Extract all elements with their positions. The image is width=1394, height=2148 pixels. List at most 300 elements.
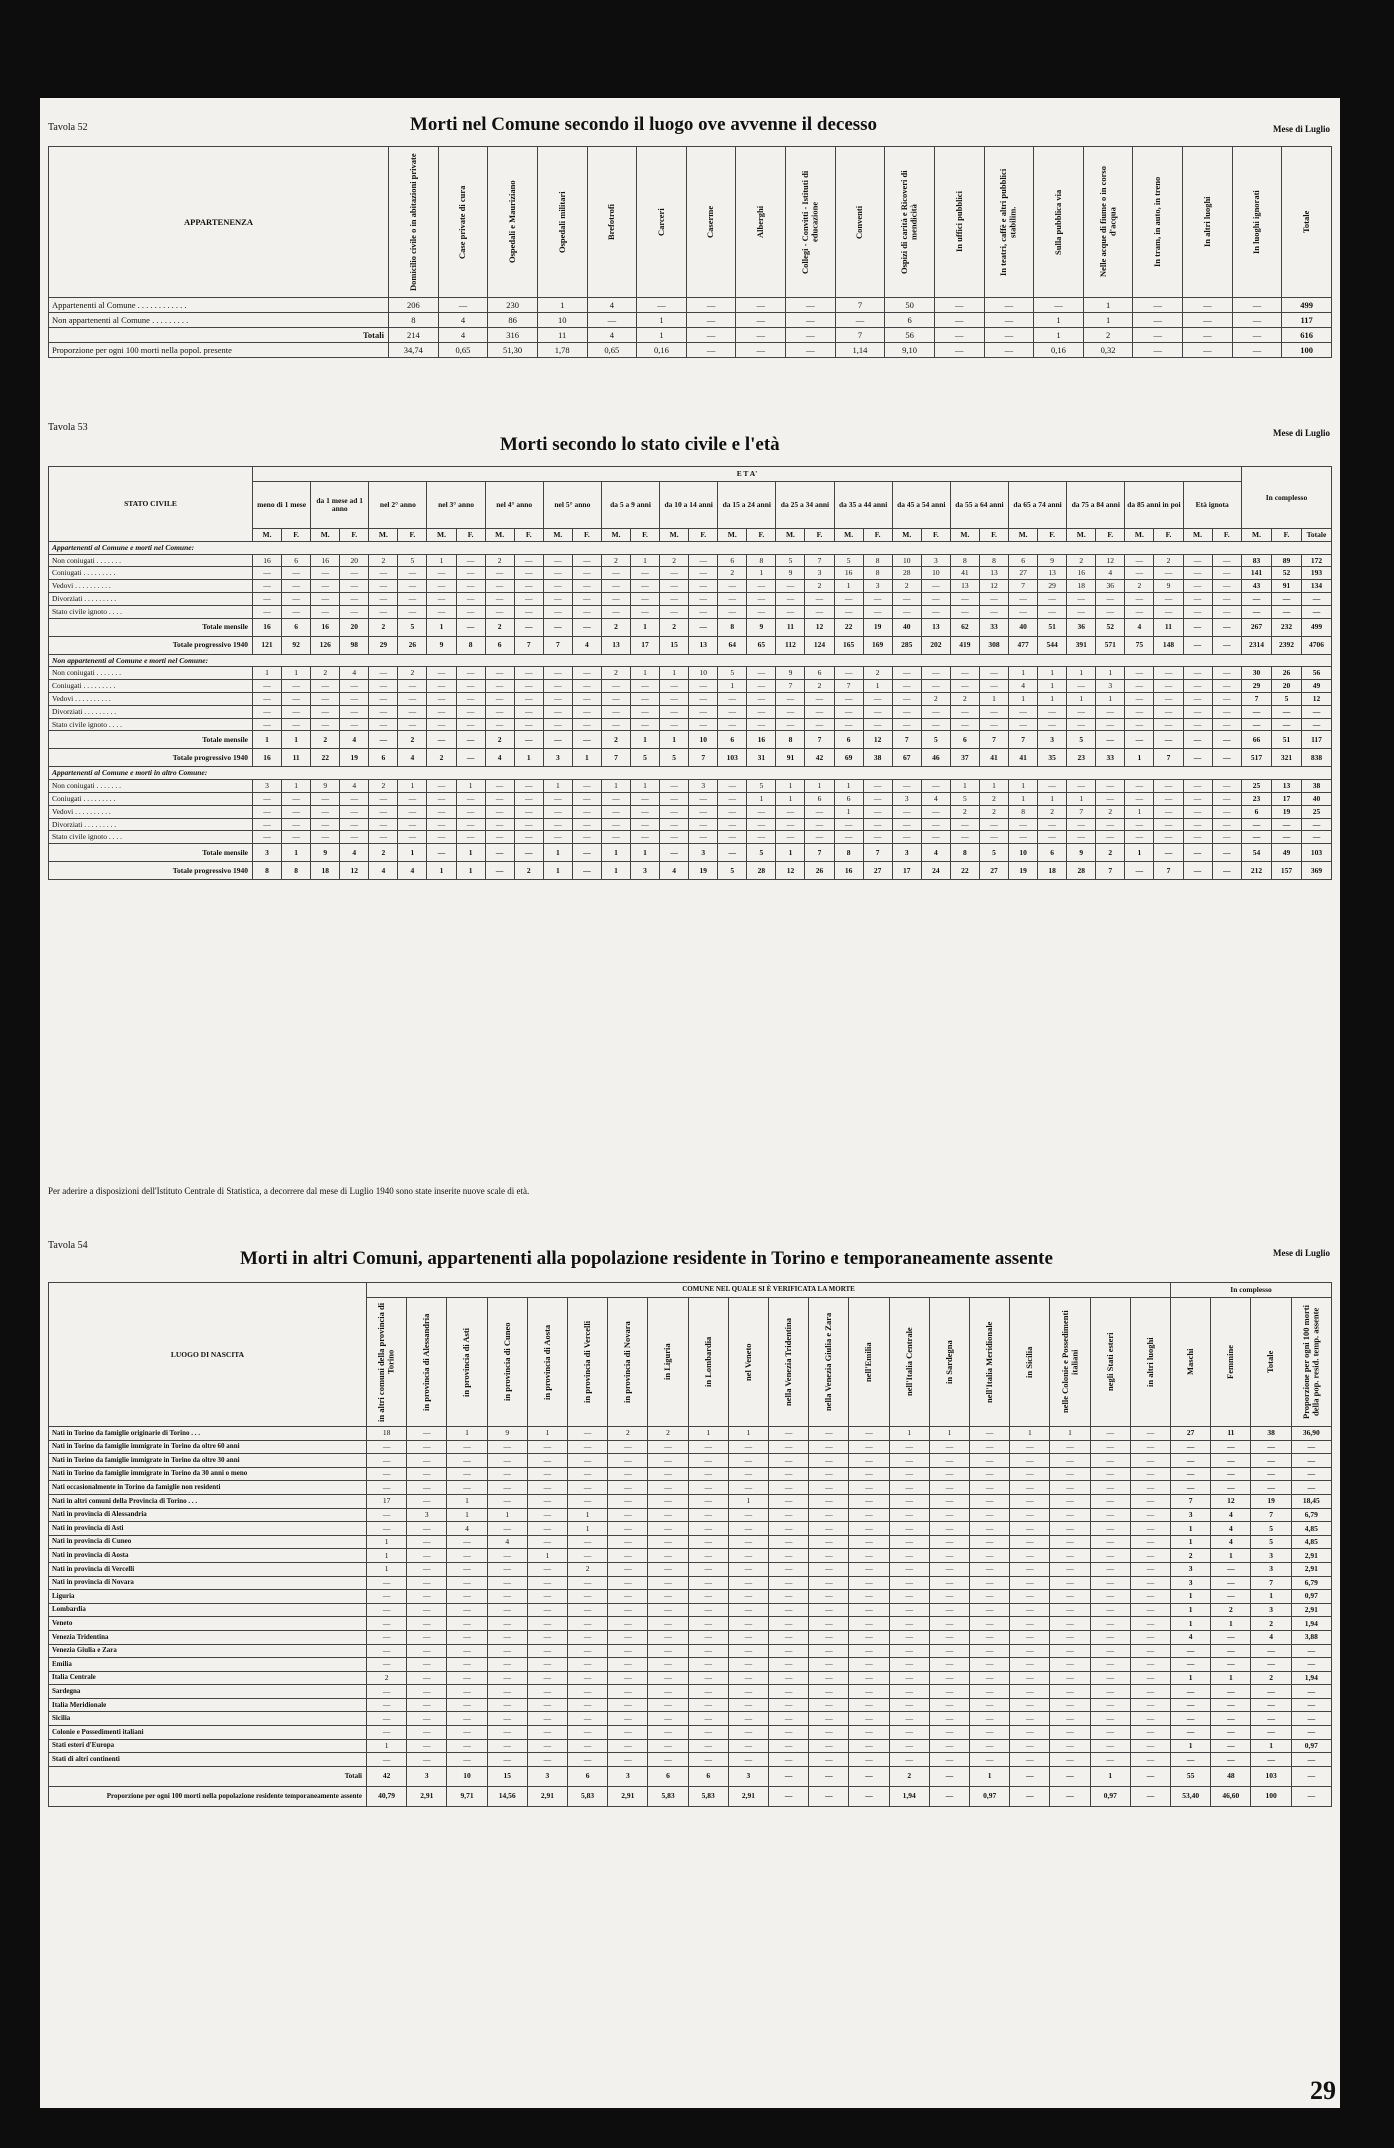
table-54-cell: — [970, 1685, 1010, 1699]
table-53-cell: — [485, 792, 514, 805]
table-54-row-label: Stati di altri continenti [49, 1753, 367, 1767]
table-54-cell: — [1090, 1590, 1130, 1604]
table-53-cell: 41 [950, 567, 979, 580]
table-54-cell: — [407, 1726, 447, 1740]
table-53-f-header: F. [1038, 529, 1067, 542]
table-53-cell: — [1125, 554, 1154, 567]
table-53-cell: 9 [1067, 844, 1096, 862]
table-54-cell: — [1010, 1658, 1050, 1672]
table-53-row-label: Non coniugati . . . . . . . [49, 554, 253, 567]
table-53-cell: 2 [369, 780, 398, 793]
table-54-cell: — [688, 1494, 728, 1508]
table-52-cell: — [934, 328, 984, 343]
table-54-cell: — [407, 1440, 447, 1454]
table-54-cell: — [407, 1454, 447, 1468]
table-54-cell: — [688, 1481, 728, 1495]
table-52-cell: 2 [1083, 328, 1133, 343]
table-53-cell: 4 [340, 844, 369, 862]
table-54-cell: — [769, 1549, 809, 1563]
table-54-cell: — [929, 1671, 969, 1685]
table-53-cell: 1 [543, 862, 572, 880]
table-54-cell: 3 [407, 1766, 447, 1786]
table-53-cell: — [1038, 780, 1067, 793]
table-54-cell: — [648, 1535, 688, 1549]
table-54-cell: — [970, 1467, 1010, 1481]
table-54-cell: — [648, 1562, 688, 1576]
table-53-cell: 9 [311, 780, 340, 793]
table-53-m-header: M. [1125, 529, 1154, 542]
table-53-cell: — [631, 831, 660, 844]
table-54-total-cell: — [1291, 1685, 1331, 1699]
table-53-cell: — [660, 692, 689, 705]
table-54-total-cell: — [1171, 1712, 1211, 1726]
table-52-cell: — [1232, 328, 1282, 343]
table-53-cell: — [1212, 731, 1241, 749]
table-54-total-cell: — [1211, 1440, 1251, 1454]
table-53-cell: 6 [805, 667, 834, 680]
table-54-cell: 2 [608, 1427, 648, 1441]
table-53-total-cell: 517 [1241, 749, 1271, 767]
table-52-cell: — [1232, 298, 1282, 313]
table-54-cell: — [728, 1630, 768, 1644]
table-53-cell: 1 [253, 667, 282, 680]
table-53-cell: — [1067, 718, 1096, 731]
table-53-cell: 16 [834, 862, 863, 880]
table-53-cell: — [1183, 749, 1212, 767]
table-54-cell: — [527, 1494, 567, 1508]
table-53-cell: — [1125, 718, 1154, 731]
table-54-row [49, 1549, 1332, 1563]
table-53-cell: 11 [1154, 618, 1183, 636]
table-54-total-cell: 2 [1251, 1671, 1291, 1685]
table-54-cell: — [849, 1753, 889, 1767]
table-53-cell: 1 [1096, 667, 1125, 680]
table-54-cell: — [568, 1549, 608, 1563]
table-52-cell: 8 [389, 313, 439, 328]
table-54-cell: — [1010, 1603, 1050, 1617]
table-54-total-cell: — [1251, 1712, 1291, 1726]
table-53-cell: — [427, 705, 456, 718]
table-53-cell: — [369, 731, 398, 749]
table-54-cell: — [1130, 1603, 1170, 1617]
table-53-cell: — [747, 680, 776, 693]
table-52-col-header [1232, 147, 1282, 298]
table-53-cell: — [689, 567, 718, 580]
table-53-cell: 1 [456, 780, 485, 793]
table-52-cell: — [1133, 313, 1183, 328]
table-53-cell: — [340, 592, 369, 605]
table-53-row-label: Non coniugati . . . . . . . [49, 780, 253, 793]
table-53-cell: 2 [369, 844, 398, 862]
table-53-cell: 6 [950, 731, 979, 749]
table-54-total-cell: 12 [1211, 1494, 1251, 1508]
table-53-row-label: Totale mensile [49, 844, 253, 862]
table-53-cell: — [485, 680, 514, 693]
table-54-total-cell: — [1211, 1576, 1251, 1590]
table-54-cell: — [1130, 1576, 1170, 1590]
table-53-total-cell: 26 [1271, 667, 1301, 680]
table-53-cell: — [921, 718, 950, 731]
table-53-cell: — [747, 805, 776, 818]
table-53-cell: — [282, 718, 311, 731]
table-54-cell: — [889, 1739, 929, 1753]
table-54-cell: — [889, 1481, 929, 1495]
table-53-cell: — [398, 705, 427, 718]
table-53-cell: — [1125, 692, 1154, 705]
table-54-cell: — [688, 1467, 728, 1481]
table-53-cell: — [1125, 567, 1154, 580]
table-53-row [49, 831, 1332, 844]
table-53-cell: — [1125, 705, 1154, 718]
table-54-cell: — [568, 1590, 608, 1604]
table-53-cell: — [631, 680, 660, 693]
table-52-col-header [984, 147, 1034, 298]
table-54-row [49, 1698, 1332, 1712]
table-53-total-cell: 19 [1271, 805, 1301, 818]
table-54-cell: — [447, 1576, 487, 1590]
table-54-cell: — [407, 1522, 447, 1536]
table-53-cell: 1 [543, 844, 572, 862]
table-53-cell: — [340, 831, 369, 844]
table-53-cell: — [601, 680, 630, 693]
table-53-cell: — [253, 792, 282, 805]
table-53-cell: — [282, 705, 311, 718]
table-53-cell: 1 [660, 731, 689, 749]
table-53-cell: — [689, 805, 718, 818]
table-54-cell: 2,91 [728, 1786, 768, 1806]
table-54-cell: — [568, 1535, 608, 1549]
table-53-cell: — [921, 580, 950, 593]
table-54-cell: — [970, 1753, 1010, 1767]
table-54-cell: — [809, 1685, 849, 1699]
table-54-cell: — [929, 1685, 969, 1699]
table-53-cell: 4 [1009, 680, 1038, 693]
table-53-cell: — [1067, 831, 1096, 844]
table-54-cell: — [648, 1576, 688, 1590]
table-54-total-cell: — [1211, 1712, 1251, 1726]
table-53-block [48, 466, 1332, 880]
table-53-cell: 20 [340, 554, 369, 567]
table-52-cell: — [1133, 298, 1183, 313]
table-54-cell: — [809, 1576, 849, 1590]
table-52-cell: — [984, 343, 1034, 358]
table-53-cell: — [340, 580, 369, 593]
table-52-cell: — [1183, 328, 1233, 343]
table-54-cell: — [728, 1508, 768, 1522]
table-54-cell: — [1090, 1658, 1130, 1672]
table-52-cell: 34,74 [389, 343, 439, 358]
table-52-cell: 1 [637, 313, 687, 328]
table-54-cell: — [688, 1454, 728, 1468]
table-53-cell: — [1125, 780, 1154, 793]
table-54-col-header-label: in provincia di Novara [622, 1321, 633, 1403]
table-53-cell: 3 [1038, 731, 1067, 749]
table-53-age-group: Età ignota [1183, 482, 1241, 529]
table-53-total-cell: — [1301, 818, 1331, 831]
table-54-cell: — [407, 1590, 447, 1604]
table-53-cell: — [1183, 792, 1212, 805]
table-54-cell: — [929, 1549, 969, 1563]
table-54-cell: — [407, 1603, 447, 1617]
table-54-total-cell: 1 [1171, 1603, 1211, 1617]
table-54-cell: — [407, 1671, 447, 1685]
table-53-cell: 6 [834, 731, 863, 749]
table-52-cell: — [786, 298, 836, 313]
table-54-cell: — [728, 1454, 768, 1468]
table-54-total-cell: 7 [1251, 1576, 1291, 1590]
table-54-cell: — [769, 1562, 809, 1576]
table-53-cell: — [747, 605, 776, 618]
table-53-cell: — [253, 818, 282, 831]
table-54-cell: — [1130, 1766, 1170, 1786]
table-53-row [49, 862, 1332, 880]
table-53-cell: 1 [718, 680, 747, 693]
table-54-cell: — [889, 1454, 929, 1468]
table-54-cell: — [447, 1454, 487, 1468]
table-54-cell: — [769, 1726, 809, 1740]
table-53-cell: — [398, 580, 427, 593]
table-53-cell: 92 [282, 636, 311, 654]
table-53-cell: — [660, 792, 689, 805]
table-53-cell: — [1154, 844, 1183, 862]
table-54-cell: — [407, 1467, 447, 1481]
table-53-row [49, 636, 1332, 654]
table-52-col-header-label: Alberghi [755, 205, 766, 239]
table-54-total-cell: — [1171, 1454, 1211, 1468]
table-54-cell: 14,56 [487, 1786, 527, 1806]
table-52-cell: 10 [537, 313, 587, 328]
table-52-header-row [49, 147, 1332, 298]
table-54-total-cell: 4,85 [1291, 1522, 1331, 1536]
table-52-cell: — [686, 298, 736, 313]
table-53-cell: — [340, 818, 369, 831]
table-54-row-label: Nati in provincia di Novara [49, 1576, 367, 1590]
table-54-col-header [1010, 1298, 1050, 1427]
table-52-cell: 0,16 [637, 343, 687, 358]
table-54-cell: — [929, 1630, 969, 1644]
table-53-cell: 5 [747, 780, 776, 793]
table-54-cell: — [487, 1454, 527, 1468]
table-54-cell: — [608, 1617, 648, 1631]
table-53-cell: 22 [311, 749, 340, 767]
table-54-cell: — [889, 1467, 929, 1481]
table-53-cell: — [1096, 792, 1125, 805]
table-53-cell: — [921, 831, 950, 844]
table-53-total-cell: — [1301, 592, 1331, 605]
table-54-row [49, 1508, 1332, 1522]
table-53-total-cell: 838 [1301, 749, 1331, 767]
table-54-cell: — [608, 1440, 648, 1454]
table-53-cell: 2 [601, 618, 630, 636]
table-53-cell: — [282, 580, 311, 593]
table-53-cell: 3 [631, 862, 660, 880]
table-53-cell: 2 [311, 667, 340, 680]
table-54-cell: — [608, 1671, 648, 1685]
table-54-cell: — [1050, 1454, 1090, 1468]
table-53-cell: 1 [427, 618, 456, 636]
table-53-f-header: F. [863, 529, 892, 542]
table-53-cell: — [1154, 567, 1183, 580]
table-54-cell: — [809, 1698, 849, 1712]
table-54-total-cell: 4 [1211, 1535, 1251, 1549]
table-54-cell: — [568, 1454, 608, 1468]
table-54-cell: 1 [728, 1427, 768, 1441]
table-53-cell: — [340, 680, 369, 693]
table-53-cell: 16 [253, 749, 282, 767]
table-54-total-cell: 27 [1171, 1427, 1211, 1441]
table-53-m-header: M. [892, 529, 921, 542]
table-53-cell: — [979, 680, 1008, 693]
table-53-cell: 1 [1125, 844, 1154, 862]
table-52-col-header-label: Ospizi di carità e Ricoveri di mendicità [899, 170, 919, 274]
table-54-cell: — [849, 1617, 889, 1631]
table-54-cell: — [769, 1576, 809, 1590]
table-53-cell: 2 [485, 554, 514, 567]
table-53-total-cell: 43 [1241, 580, 1271, 593]
table-53-cell: 1 [1096, 692, 1125, 705]
table-53-age-group: nel 4° anno [485, 482, 543, 529]
table-53-cell: — [427, 680, 456, 693]
table-53-cell: — [601, 567, 630, 580]
table-53-cell: 5 [950, 792, 979, 805]
table-53-age-group: da 5 a 9 anni [601, 482, 659, 529]
table-54-cell: — [688, 1508, 728, 1522]
table-54-cell: — [889, 1549, 929, 1563]
table-52-cell: 0,16 [1034, 343, 1084, 358]
table-53-cell: 1 [456, 844, 485, 862]
table-54-cell: — [608, 1590, 648, 1604]
table-54-row-label: Lombardia [49, 1603, 367, 1617]
table-53-cell: — [863, 780, 892, 793]
table-53-cell: 1 [1067, 667, 1096, 680]
table-53-cell: — [1212, 749, 1241, 767]
table-54-row [49, 1644, 1332, 1658]
table-54-cell: — [527, 1685, 567, 1699]
table-54-cell: — [527, 1726, 567, 1740]
table-53-cell: — [572, 618, 601, 636]
table-53-cell: — [572, 780, 601, 793]
table-52-col-header [885, 147, 935, 298]
table-54-cell: — [929, 1617, 969, 1631]
table-54-cell: 42 [367, 1766, 407, 1786]
table-54-cell: — [929, 1739, 969, 1753]
table-54-total-cell: 18,45 [1291, 1494, 1331, 1508]
table-54-cell: — [407, 1630, 447, 1644]
table-53-cell: 2 [485, 731, 514, 749]
table-53-cell: 29 [369, 636, 398, 654]
table-54-cell: — [527, 1522, 567, 1536]
table-53-cell: 1 [863, 680, 892, 693]
table-53-row [49, 580, 1332, 593]
table-54-cell: — [407, 1698, 447, 1712]
table-54-cell: — [1050, 1739, 1090, 1753]
table-54-total-cell: 6,79 [1291, 1576, 1331, 1590]
table-53-cell: 2 [660, 554, 689, 567]
table-53-total-cell: 2392 [1271, 636, 1301, 654]
table-54-total-cell: — [1211, 1753, 1251, 1767]
table-52-cell: 0,65 [438, 343, 488, 358]
table-52-col-header-label: In altri luoghi [1201, 196, 1212, 248]
table-54-cell: 4 [447, 1522, 487, 1536]
table-54-cell: — [487, 1726, 527, 1740]
table-53-cell: 1 [631, 731, 660, 749]
table-54-cell: — [447, 1698, 487, 1712]
table-53-total-cell: 91 [1271, 580, 1301, 593]
table-53-cell: 2 [601, 731, 630, 749]
table-54-total-cell: 2 [1211, 1603, 1251, 1617]
table-53-total-cell: — [1301, 718, 1331, 731]
table-54-cell: — [1090, 1522, 1130, 1536]
table-54-cell: 1 [367, 1549, 407, 1563]
table-54-total-cell: — [1251, 1644, 1291, 1658]
table-53-cell: — [1212, 554, 1241, 567]
table-54-cell: — [688, 1698, 728, 1712]
table-53-cell: — [253, 580, 282, 593]
table-53-total-cell: 212 [1241, 862, 1271, 880]
table-53-cell: — [892, 605, 921, 618]
table-53-m-header: M. [485, 529, 514, 542]
table-53-age-group: da 25 a 34 anni [776, 482, 834, 529]
table-52-cell: 6 [885, 313, 935, 328]
table-53-cell: 544 [1038, 636, 1067, 654]
table-53-cell: 4 [340, 780, 369, 793]
table-53-row [49, 792, 1332, 805]
table-53-cell: — [369, 692, 398, 705]
table-53-cell: — [631, 592, 660, 605]
table-54-col-header [407, 1298, 447, 1427]
table-53-cell: — [311, 718, 340, 731]
table-54-cell: 1 [688, 1427, 728, 1441]
table-53-m-header: M. [601, 529, 630, 542]
table-54-cell: — [1010, 1562, 1050, 1576]
table-54-cell: — [1090, 1454, 1130, 1468]
table-53-cell: 1 [747, 792, 776, 805]
table-53-cell: — [369, 592, 398, 605]
table-54-row-label: Venezia Giulia e Zara [49, 1644, 367, 1658]
table-54-cell: — [688, 1590, 728, 1604]
table-54-cell: 1 [1010, 1427, 1050, 1441]
table-54-cell: — [849, 1522, 889, 1536]
table-53-row-label: Stato civile ignoto . . . . [49, 605, 253, 618]
table-53-cell: — [1212, 805, 1241, 818]
table-53-cell: — [660, 818, 689, 831]
table-54-cell: — [608, 1522, 648, 1536]
table-53-cell: 29 [1038, 580, 1067, 593]
table-52-cell: 1 [1034, 313, 1084, 328]
table-54-cell: — [809, 1535, 849, 1549]
table-53-cell: 18 [311, 862, 340, 880]
table-53-cell: 10 [892, 554, 921, 567]
table-54-cell: — [1010, 1590, 1050, 1604]
table-53-cell: — [689, 718, 718, 731]
table-53-total-cell: — [1271, 718, 1301, 731]
table-53-cell: — [863, 605, 892, 618]
table-52-cell: 4 [438, 313, 488, 328]
table-53-cell: — [1154, 831, 1183, 844]
table-54-cell: — [367, 1685, 407, 1699]
table-53-cell: — [427, 731, 456, 749]
table-53-cell: — [1125, 680, 1154, 693]
table-54-cell: — [849, 1671, 889, 1685]
table-52-col-header-label: Case private di cura [457, 185, 468, 259]
table-53-cell: 308 [979, 636, 1008, 654]
table-54-cell: — [527, 1630, 567, 1644]
table-52-col-header-label: Brefotrofi [606, 203, 617, 241]
table-53-cell: 9 [1038, 554, 1067, 567]
table-54-cell: — [527, 1440, 567, 1454]
table-53-cell: — [834, 718, 863, 731]
table-53-cell: — [631, 567, 660, 580]
